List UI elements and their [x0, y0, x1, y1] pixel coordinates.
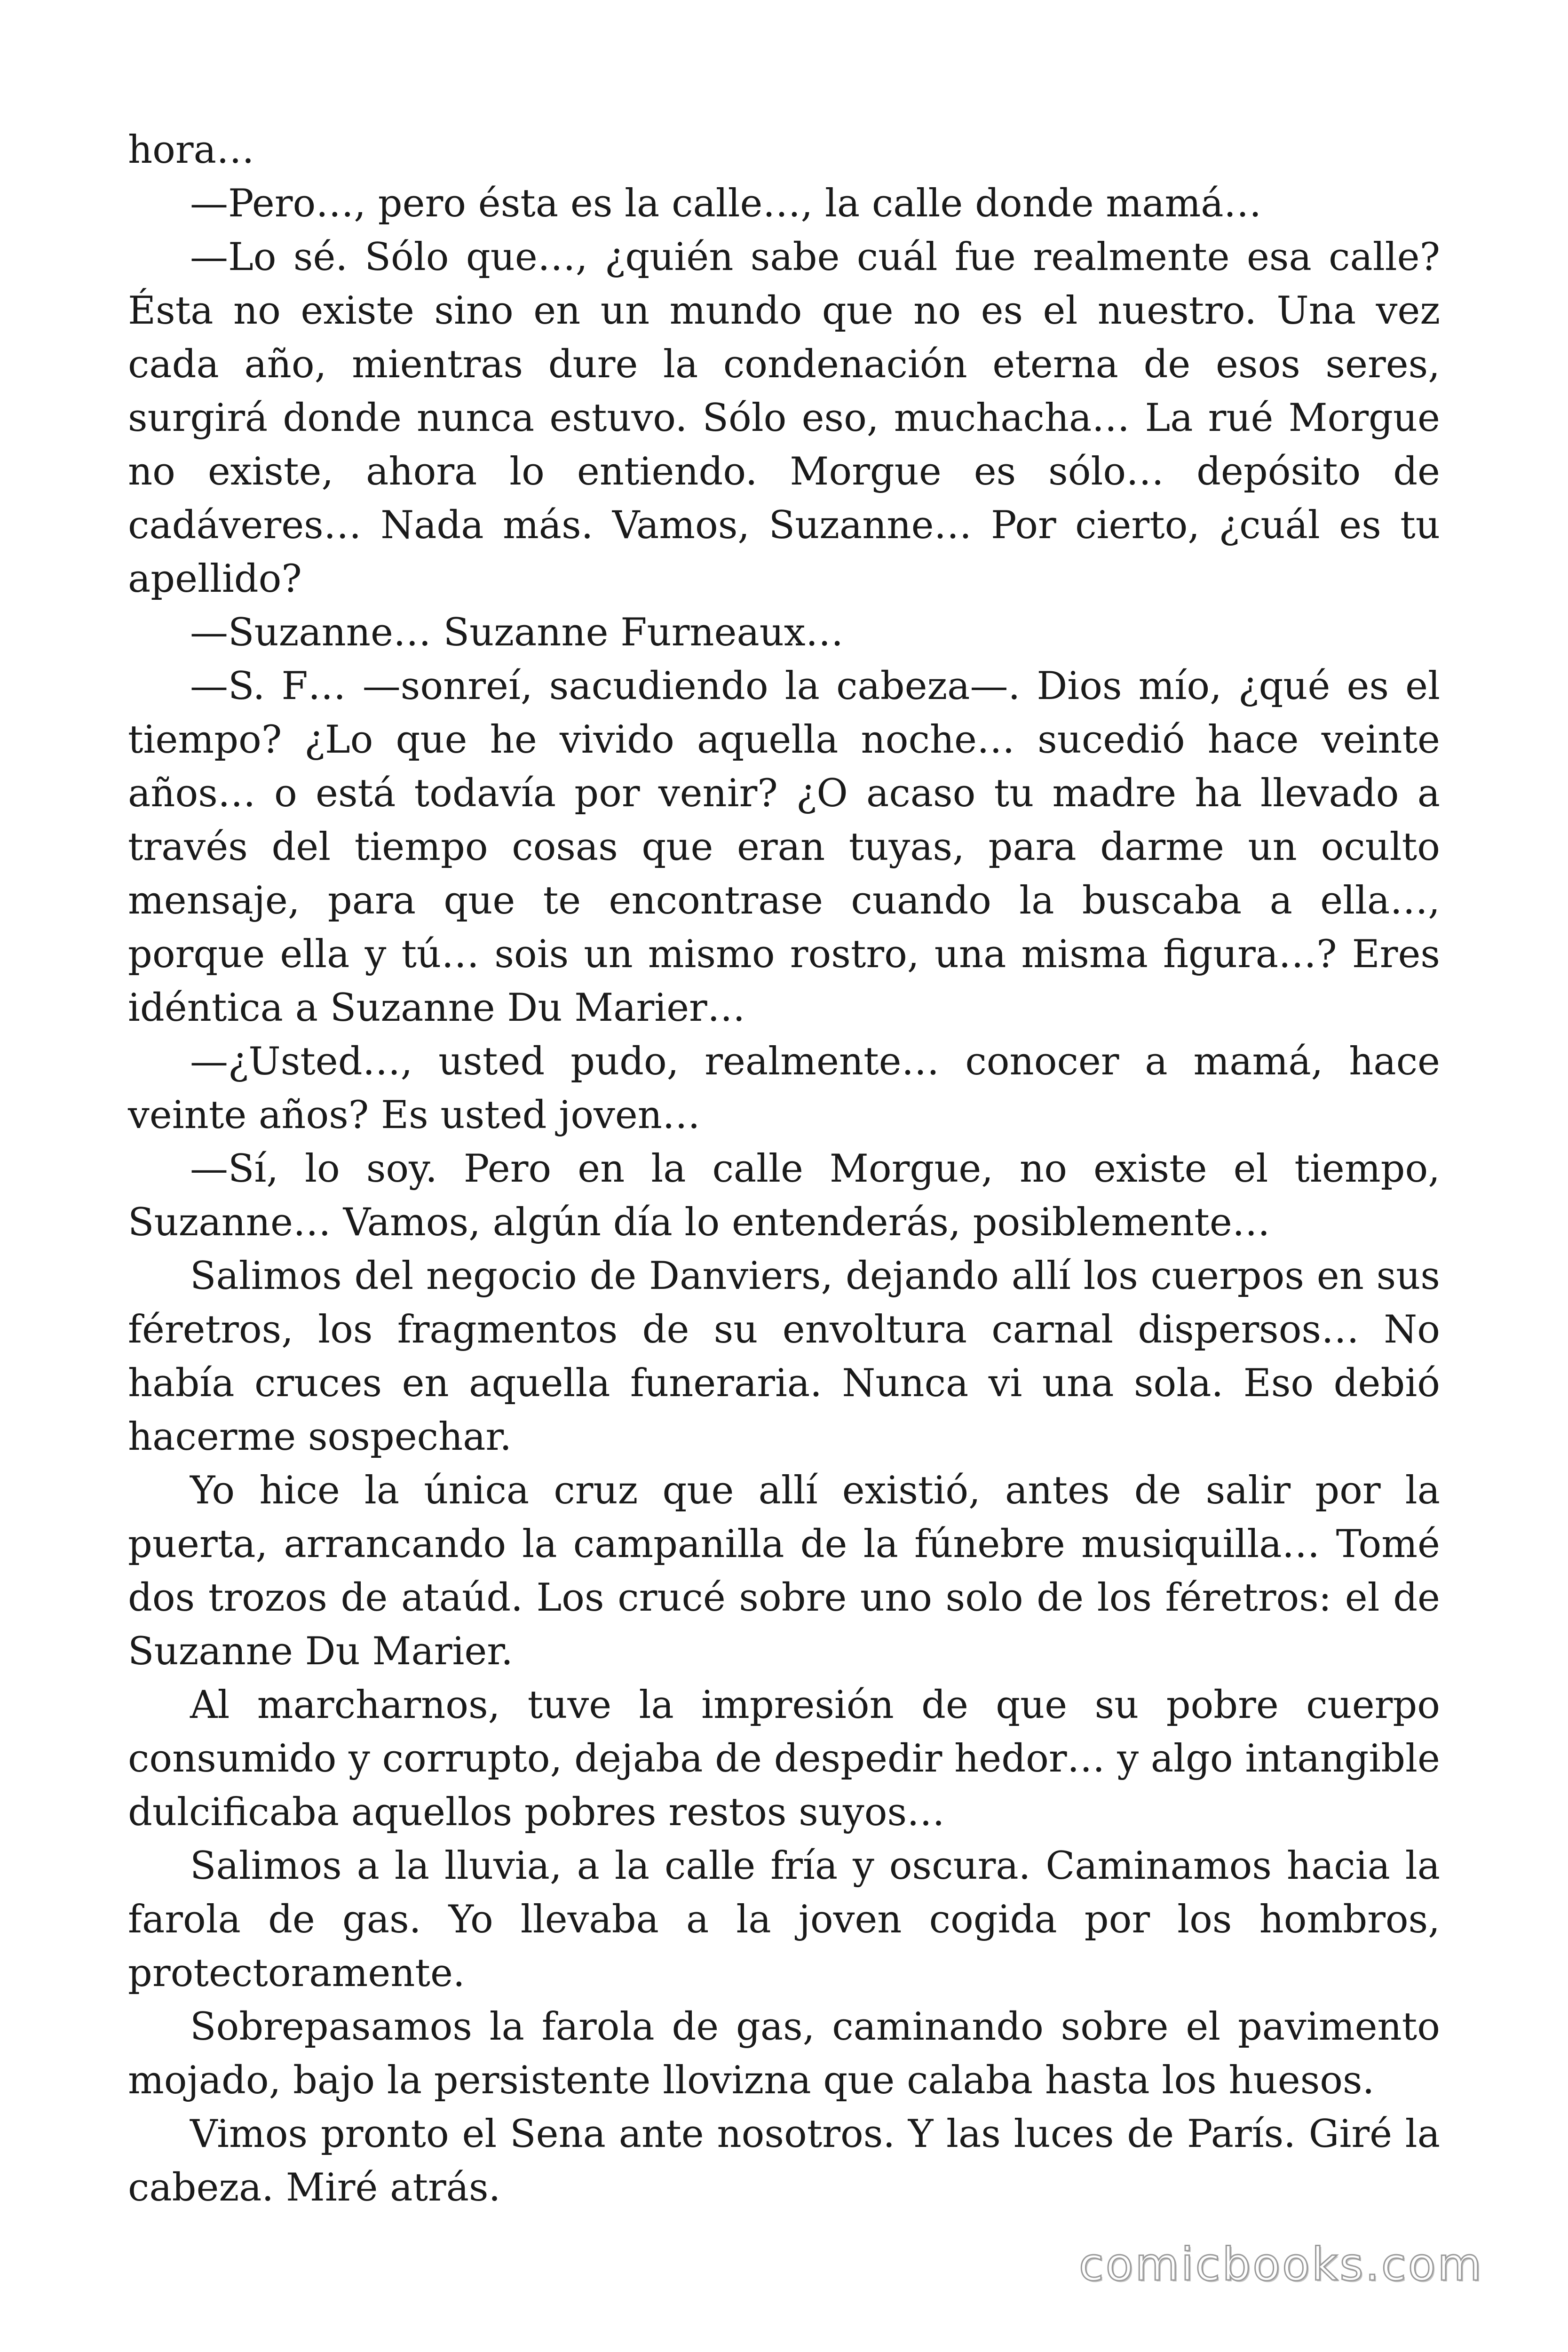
paragraph: —¿Usted…, usted pudo, realmente… conocer a mamá, hace veinte años? Es usted joven…: [128, 1040, 1440, 1137]
paragraph: Salimos a la lluvia, a la calle fría y oscura. Caminamos hacia la farola de gas. Yo llevaba a la joven cogida por los hombros, protectoramente.: [128, 1844, 1440, 1995]
paragraph: Vimos pronto el Sena ante nosotros. Y las luces de París. Giré la cabeza. Miré atrás.: [128, 2112, 1440, 2210]
paragraph: —S. F… —sonreí, sacudiendo la cabeza—. Dios mío, ¿qué es el tiempo? ¿Lo que he vivido aquella noche… sucedió hace veinte años… o está todavía por venir? ¿O acaso tu madre ha llevado a través del tiempo cosas que eran tuyas, para darme un oculto mensaje, para que te encontrase cuando la buscaba a ella…, porque ella y tú… sois un mismo rostro, una misma figura…? Eres idéntica a Suzanne Du Marier…: [128, 664, 1440, 1030]
paragraph: hora…: [128, 128, 254, 172]
paragraph: Yo hice la única cruz que allí existió, antes de salir por la puerta, arrancando la campanilla de la fúnebre musiquilla… Tomé dos trozos de ataúd. Los crucé sobre uno solo de los féretros: el de Suzanne Du Marier.: [128, 1469, 1440, 1674]
paragraph: —Suzanne… Suzanne Furneaux…: [190, 611, 844, 655]
paragraph: Salimos del negocio de Danviers, dejando allí los cuerpos en sus féretros, los fragmentos de su envoltura carnal dispersos… No había cruces en aquella funeraria. Nunca vi una sola. Eso debió hacerme sospechar.: [128, 1254, 1440, 1459]
site-watermark: comicbooks.com: [1078, 2238, 1483, 2291]
book-page-text: [128, 123, 1440, 2215]
paragraph: —Sí, lo soy. Pero en la calle Morgue, no existe el tiempo, Suzanne… Vamos, algún día lo entenderás, posiblemente…: [128, 1147, 1440, 1245]
paragraph: Al marcharnos, tuve la impresión de que su pobre cuerpo consumido y corrupto, dejaba de despedir hedor… y algo intangible dulcificaba aquellos pobres restos suyos…: [128, 1683, 1440, 1835]
paragraph: —Lo sé. Sólo que…, ¿quién sabe cuál fue realmente esa calle? Ésta no existe sino en un mundo que no es el nuestro. Una vez cada año, mientras dure la condenación eterna de esos seres, surgirá donde nunca estuvo. Sólo eso, muchacha… La rué Morgue no existe, ahora lo entiendo. Morgue es sólo… depósito de cadáveres… Nada más. Vamos, Suzanne… Por cierto, ¿cuál es tu apellido?: [128, 235, 1440, 601]
paragraph: Sobrepasamos la farola de gas, caminando sobre el pavimento mojado, bajo la persistente llovizna que calaba hasta los huesos.: [128, 2005, 1440, 2103]
paragraph: —Pero…, pero ésta es la calle…, la calle donde mamá…: [190, 182, 1262, 226]
